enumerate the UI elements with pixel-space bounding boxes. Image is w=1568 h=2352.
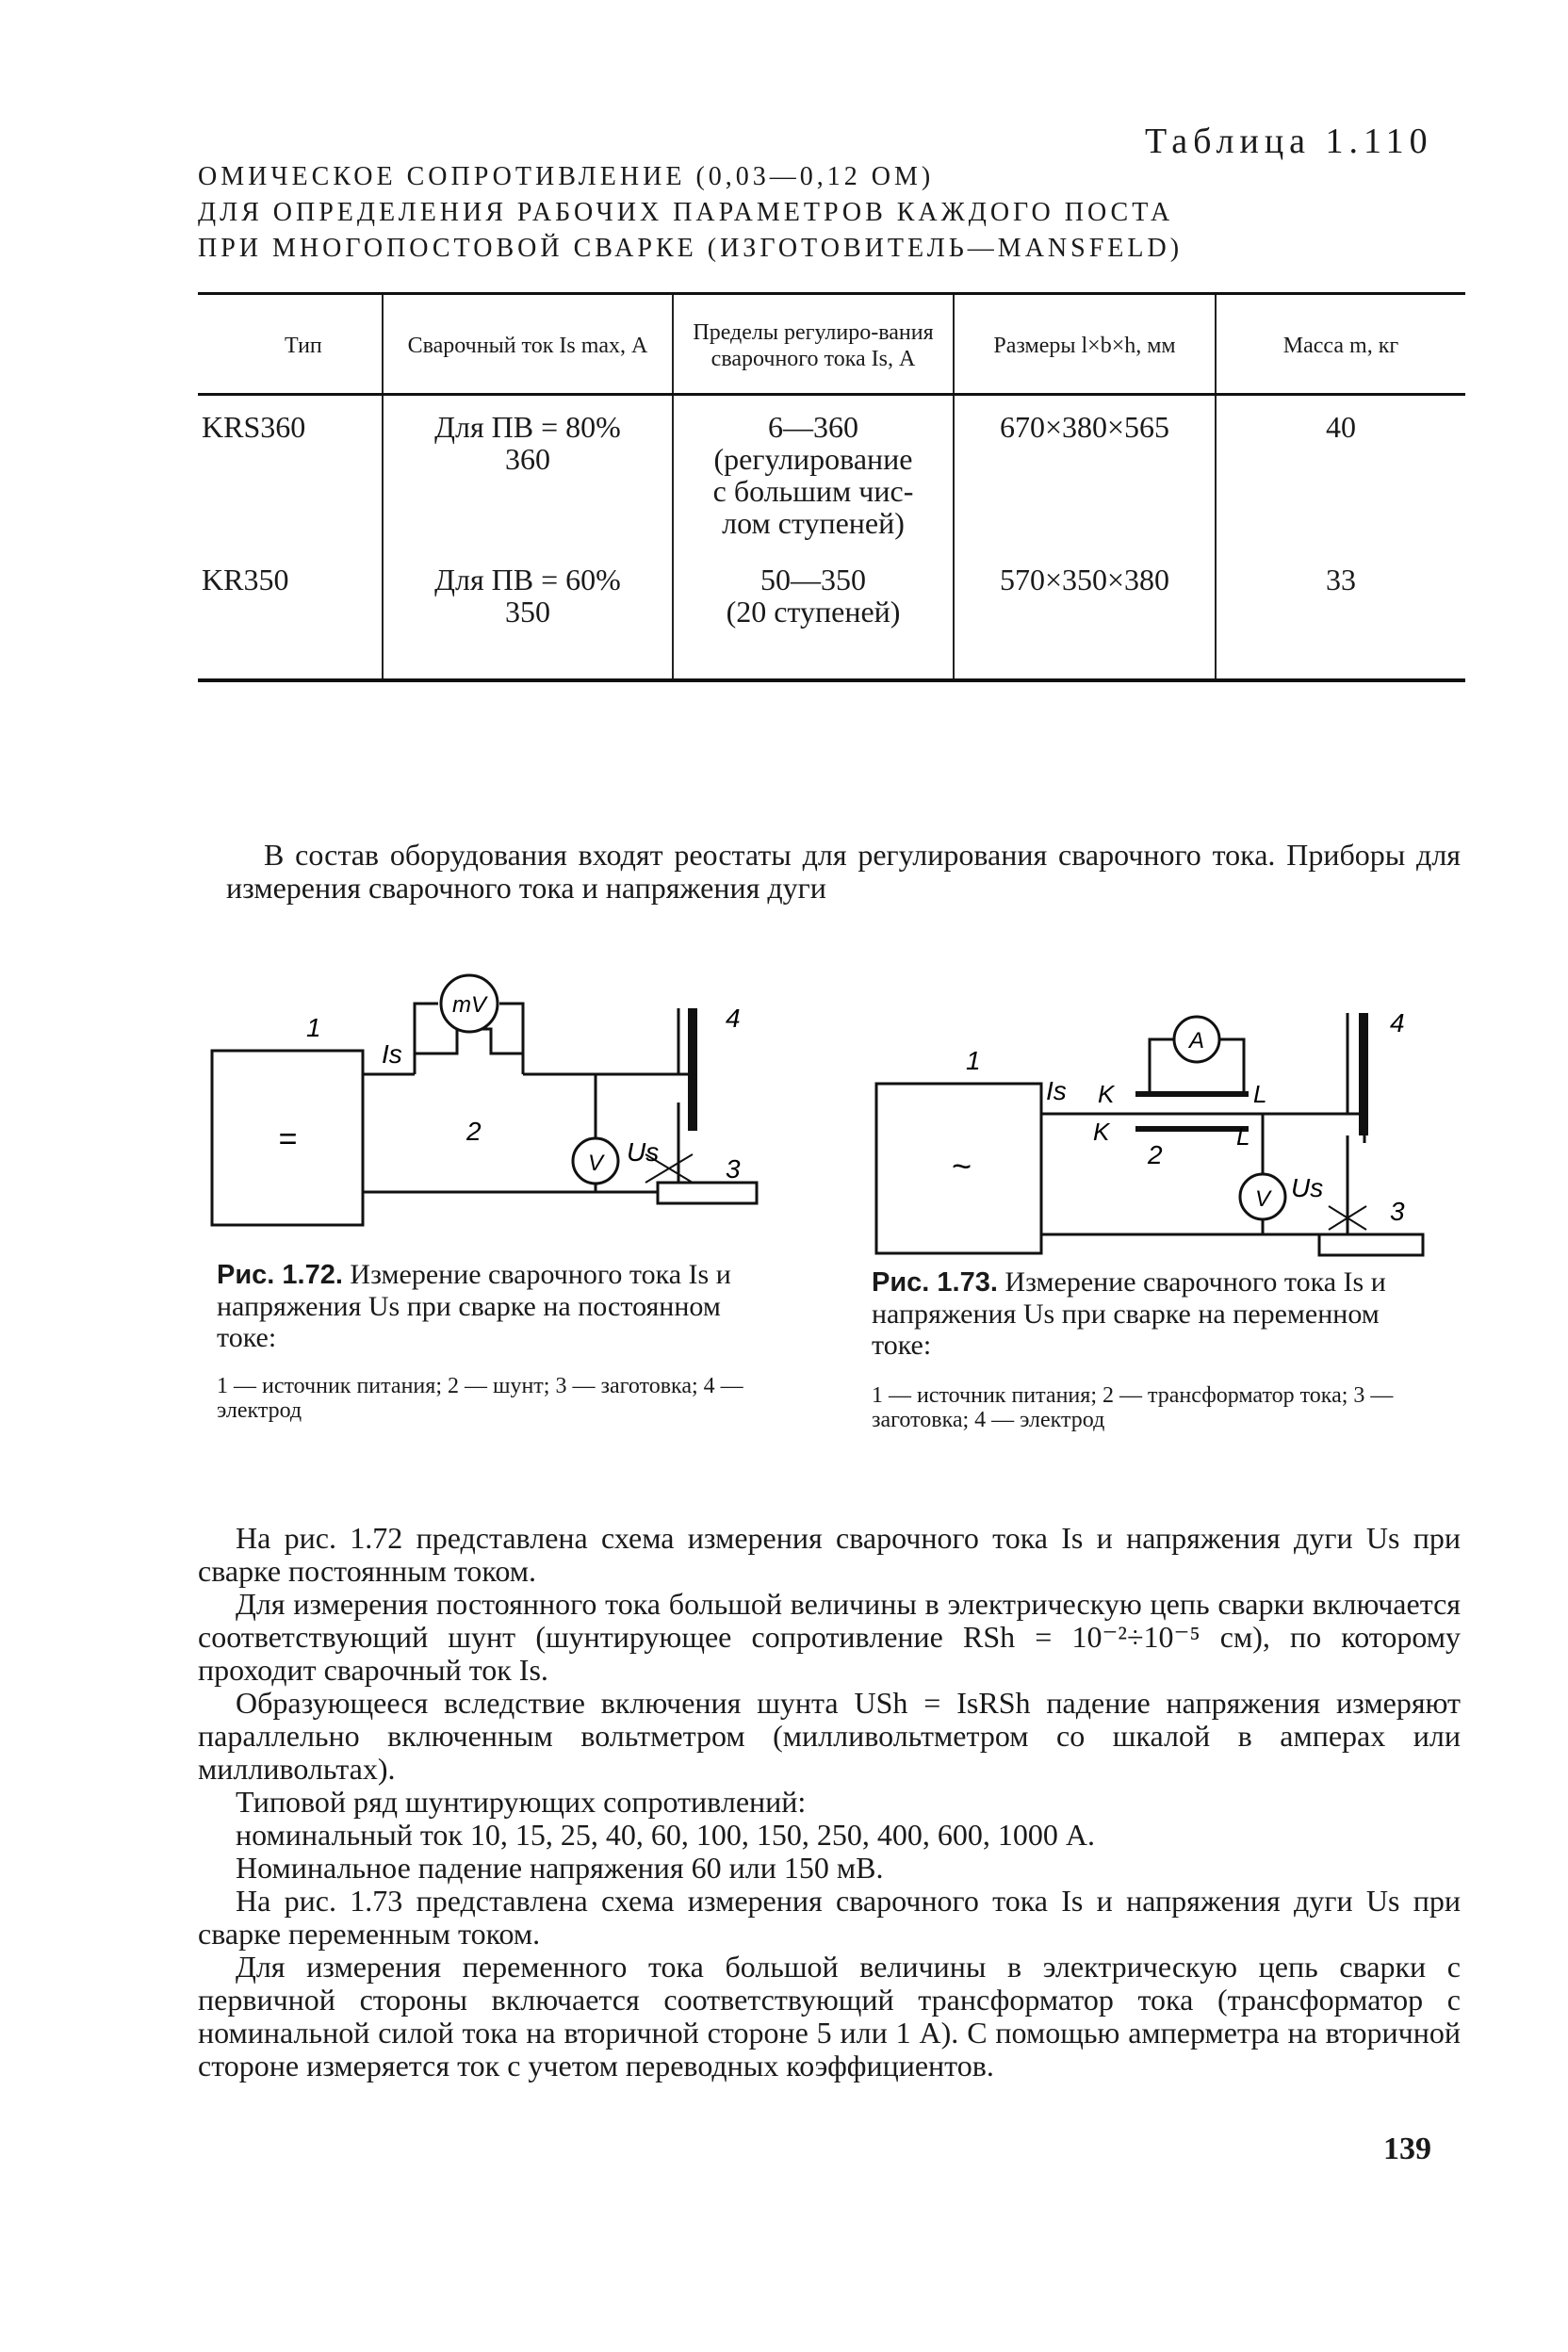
figure-1-73-caption-text: Измерение сварочного тока Is и напряжения Us при сварке на переменном токе:: [872, 1266, 1386, 1361]
header-current: Сварочный ток Is max, А: [383, 294, 673, 395]
cell-current: [383, 539, 673, 680]
body-paragraph: Для измерения переменного тока большой величины в электрическую цепь сварки с первичной стороны включается соответствующий трансформатор тока (трансформатор с номинальной силой тока на вторичной стороне 5 или 1 А). С помощью амперметра на вторичной стороне измеряется ток с учетом переводных коэффициентов.: [198, 1950, 1461, 2082]
label-l-top: L: [1253, 1080, 1267, 1108]
cell-range-line: с большим чис-: [712, 474, 914, 508]
cell-current-line: 360: [505, 442, 550, 476]
cell-current-line: 350: [505, 595, 550, 629]
figure-1-73-caption: [872, 1266, 1428, 1361]
body-paragraph: Номинальное падение напряжения 60 или 150 мВ.: [236, 1851, 884, 1885]
cell-range-line: 50—350: [760, 563, 866, 596]
body-paragraph: Типовой ряд шунтирующих сопротивлений:: [236, 1785, 807, 1819]
voltmeter-label: V: [1254, 1186, 1271, 1212]
cell-current-line: Для ПВ = 80%: [434, 410, 621, 444]
label-k-bottom: K: [1093, 1118, 1110, 1146]
shunt-symbol: [415, 1029, 523, 1074]
transformer-core-bottom: [1135, 1126, 1249, 1132]
header-dimensions: Размеры l×b×h, мм: [954, 294, 1216, 395]
label-is: Is: [1046, 1076, 1067, 1105]
header-range: Пределы регулиро-вания сварочного тока Is, А: [673, 294, 954, 395]
cell-range-line: (регулирование: [713, 442, 913, 476]
table-row: [198, 395, 1465, 540]
electrode-icon: [688, 1008, 697, 1131]
intro-paragraph: В состав оборудования входят реостаты для регулирования сварочного тока. Приборы для измерения сварочного тока и напряжения дуги: [226, 838, 1461, 905]
cell-range: [673, 539, 954, 680]
body-paragraph: Для измерения постоянного тока большой величины в электрическую цепь сварки включается соответствующий шунт (шунтирующее сопротивление RSh = 10⁻²÷10⁻⁵ см), по которому проходит сварочный ток Is.: [198, 1587, 1461, 1687]
body-paragraph: Образующееся вследствие включения шунта USh = IsRSh падение напряжения измеряют параллельно включенным вольтметром (милливольтметром со шкалой в амперах или милливольтах).: [198, 1686, 1461, 1786]
label-4: 4: [726, 1004, 741, 1033]
cell-type: KRS360: [202, 410, 306, 444]
cell-dimensions: 570×350×380: [954, 539, 1216, 680]
table-row: [198, 539, 1465, 680]
cell-range-line: 6—360: [768, 410, 858, 444]
electrode-icon: [1359, 1013, 1368, 1135]
cell-current-line: Для ПВ = 60%: [434, 563, 621, 596]
cell-range-line: (20 ступеней): [726, 595, 901, 629]
label-1: 1: [306, 1013, 321, 1042]
cell-mass: 40: [1216, 395, 1465, 540]
workpiece-icon: [1319, 1234, 1423, 1255]
label-us: Us: [627, 1137, 660, 1167]
cell-mass: 33: [1216, 539, 1465, 680]
specs-table: [198, 292, 1465, 682]
voltmeter-label: V: [587, 1151, 604, 1176]
table-title-line-1: ОМИЧЕСКОЕ СОПРОТИВЛЕНИЕ (0,03—0,12 ОМ): [198, 162, 935, 191]
table-title-line-3: ПРИ МНОГОПОСТОВОЙ СВАРКЕ (ИЗГОТОВИТЕЛЬ—MANSFELD): [198, 234, 1184, 263]
body-paragraph: номинальный ток 10, 15, 25, 40, 60, 100, 150, 250, 400, 600, 1000 А.: [236, 1818, 1096, 1852]
label-4: 4: [1390, 1008, 1405, 1037]
label-3: 3: [1390, 1197, 1405, 1226]
label-is: Is: [382, 1039, 402, 1069]
page-number: 139: [1383, 2132, 1431, 2166]
table-title-line-2: ДЛЯ ОПРЕДЕЛЕНИЯ РАБОЧИХ ПАРАМЕТРОВ КАЖДОГО ПОСТА: [198, 198, 1174, 227]
figure-1-72-legend: 1 — источник питания; 2 — шунт; 3 — заготовка; 4 — электрод: [217, 1374, 743, 1423]
label-2: 2: [1148, 1140, 1163, 1169]
cell-range: [673, 395, 954, 540]
body-paragraph: На рис. 1.73 представлена схема измерения сварочного тока Is и напряжения дуги Us при сварке переменным током.: [198, 1884, 1461, 1951]
figure-1-72-number: Рис. 1.72.: [217, 1260, 343, 1290]
figure-1-72-diagram: [203, 952, 787, 1234]
workpiece-icon: [658, 1183, 757, 1203]
dc-source-symbol: =: [278, 1121, 297, 1157]
cell-range-line: лом ступеней): [722, 506, 905, 540]
ac-source-symbol: ~: [951, 1147, 972, 1185]
transformer-core-top: [1135, 1091, 1249, 1097]
cell-dimensions: 670×380×565: [954, 395, 1216, 540]
figure-1-73-diagram: [867, 994, 1451, 1267]
ammeter-label: A: [1188, 1028, 1205, 1054]
figure-1-72-caption-text: Измерение сварочного тока Is и напряжения Us при сварке на постоянном токе:: [217, 1259, 731, 1353]
figure-1-73-number: Рис. 1.73.: [872, 1267, 998, 1298]
label-us: Us: [1291, 1173, 1324, 1202]
millivoltmeter-label: mV: [452, 992, 486, 1018]
body-paragraph: На рис. 1.72 представлена схема измерения сварочного тока Is и напряжения дуги Us при сварке постоянным током.: [198, 1521, 1461, 1588]
label-k-top: K: [1098, 1080, 1115, 1108]
label-3: 3: [726, 1154, 741, 1184]
figure-1-73-legend: 1 — источник питания; 2 — трансформатор тока; 3 — заготовка; 4 — электрод: [872, 1383, 1394, 1432]
figure-1-72-caption: [217, 1259, 773, 1353]
cell-type: KR350: [198, 539, 383, 680]
cell-current: [383, 395, 673, 540]
table-header-row: [198, 294, 1465, 395]
header-mass: Масса m, кг: [1216, 294, 1465, 395]
label-1: 1: [966, 1046, 981, 1075]
body-text: [198, 1522, 1461, 2082]
label-2: 2: [466, 1117, 482, 1146]
label-l-bottom: L: [1236, 1122, 1250, 1151]
table-number: Таблица 1.110: [1145, 122, 1433, 161]
header-type: Тип: [198, 294, 383, 395]
